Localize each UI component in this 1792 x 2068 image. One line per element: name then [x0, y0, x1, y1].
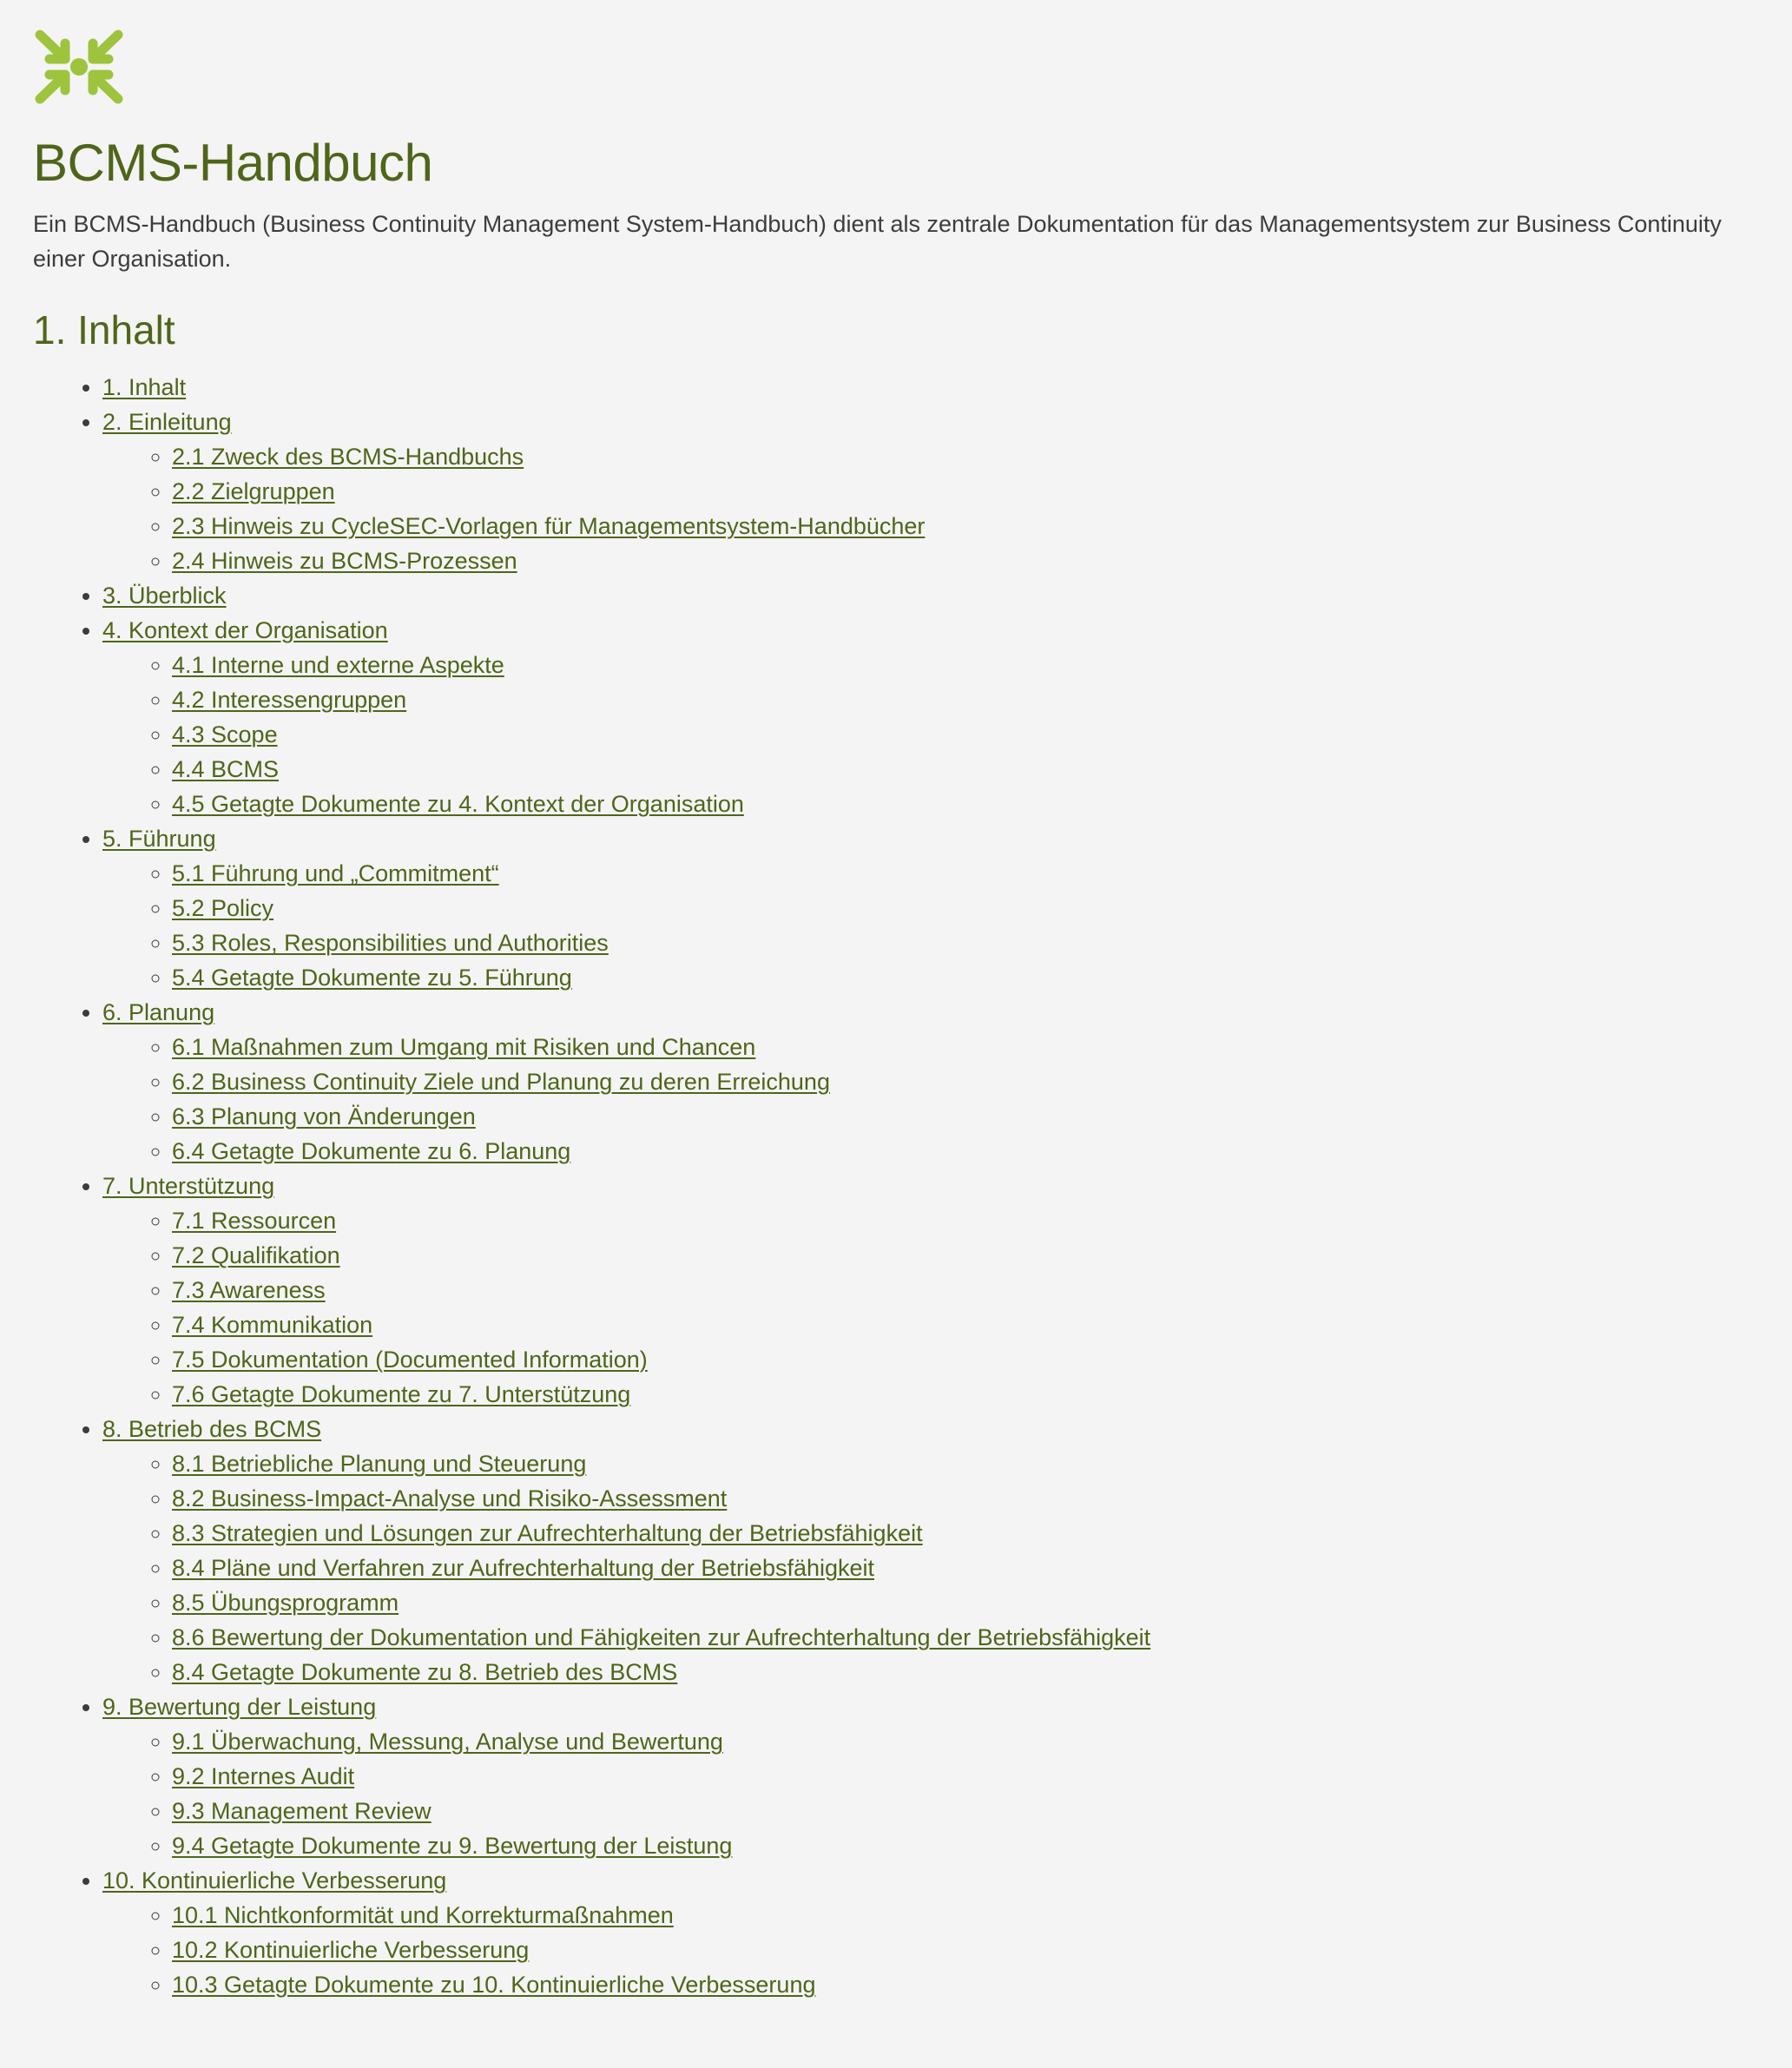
toc-link-2-1[interactable]: 2.1 Zweck des BCMS-Handbuchs [172, 444, 524, 470]
toc-subitem [172, 1828, 1759, 1863]
toc-item [102, 370, 1759, 405]
toc-heading: 1. Inhalt [33, 307, 175, 352]
toc-link-4[interactable]: 4. Kontext der Organisation [102, 617, 388, 643]
toc-subitem [172, 891, 1759, 925]
converge-arrows-icon [33, 30, 125, 104]
toc-link-4-1[interactable]: 4.1 Interne und externe Aspekte [172, 652, 504, 678]
toc-subitem [172, 509, 1759, 543]
toc-link-5-4[interactable]: 5.4 Getagte Dokumente zu 5. Führung [172, 965, 572, 991]
toc-link-4-3[interactable]: 4.3 Scope [172, 721, 278, 748]
toc-item [102, 821, 1759, 995]
toc-subitem [172, 960, 1759, 995]
toc-link-2-4[interactable]: 2.4 Hinweis zu BCMS-Prozessen [172, 548, 517, 574]
page-title: BCMS-Handbuch [33, 134, 433, 192]
toc-subitem [172, 543, 1759, 578]
toc-sublist [102, 1446, 1759, 1689]
toc-link-6-2[interactable]: 6.2 Business Continuity Ziele und Planung zu deren Erreichung [172, 1069, 830, 1095]
toc-item [102, 405, 1759, 578]
toc-link-4-4[interactable]: 4.4 BCMS [172, 756, 280, 782]
toc-sublist [102, 648, 1759, 821]
toc-item [102, 995, 1759, 1169]
toc-link-8-1[interactable]: 8.1 Betriebliche Planung und Steuerung [172, 1451, 587, 1477]
toc-link-8-6[interactable]: 8.6 Bewertung der Dokumentation und Fähigkeiten zur Aufrechterhaltung der Betriebsfähigkeit [172, 1624, 1151, 1650]
toc-link-10[interactable]: 10. Kontinuierliche Verbesserung [102, 1867, 447, 1893]
toc-subitem [172, 856, 1759, 891]
toc-sublist [102, 1030, 1759, 1169]
toc-subitem [172, 648, 1759, 682]
toc-item [102, 613, 1759, 821]
toc-link-7-1[interactable]: 7.1 Ressourcen [172, 1208, 337, 1234]
toc-subitem [172, 1655, 1759, 1689]
toc-subitem [172, 1030, 1759, 1064]
toc-subitem [172, 1273, 1759, 1307]
toc-subitem [172, 1898, 1759, 1933]
toc-subitem [172, 787, 1759, 821]
toc-link-10-1[interactable]: 10.1 Nichtkonformität und Korrekturmaßnahmen [172, 1902, 674, 1928]
toc-item [102, 1863, 1759, 2002]
toc-sublist [102, 439, 1759, 578]
toc-link-5-3[interactable]: 5.3 Roles, Responsibilities und Authorities [172, 930, 609, 956]
toc-subitem [172, 1724, 1759, 1759]
toc-link-7-4[interactable]: 7.4 Kommunikation [172, 1312, 373, 1338]
toc-subitem [172, 1307, 1759, 1342]
toc-link-8-4[interactable]: 8.4 Pläne und Verfahren zur Aufrechterhaltung der Betriebsfähigkeit [172, 1555, 875, 1581]
toc-link-9[interactable]: 9. Bewertung der Leistung [102, 1694, 377, 1720]
toc-subitem [172, 1377, 1759, 1412]
toc-link-6-1[interactable]: 6.1 Maßnahmen zum Umgang mit Risiken und Chancen [172, 1034, 756, 1060]
toc-link-10-3[interactable]: 10.3 Getagte Dokumente zu 10. Kontinuierliche Verbesserung [172, 1972, 816, 1998]
toc-subitem [172, 1446, 1759, 1481]
toc-item [102, 1412, 1759, 1689]
toc-link-8-3[interactable]: 8.3 Strategien und Lösungen zur Aufrechterhaltung der Betriebsfähigkeit [172, 1520, 923, 1546]
toc-subitem [172, 1238, 1759, 1273]
toc-link-4-2[interactable]: 4.2 Interessengruppen [172, 687, 407, 713]
toc-subitem [172, 925, 1759, 960]
toc-item [102, 1169, 1759, 1412]
toc-link-8-2[interactable]: 8.2 Business-Impact-Analyse und Risiko-Assessment [172, 1485, 728, 1511]
toc-link-1[interactable]: 1. Inhalt [102, 374, 187, 400]
toc-link-2-2[interactable]: 2.2 Zielgruppen [172, 478, 335, 504]
toc-link-9-2[interactable]: 9.2 Internes Audit [172, 1763, 355, 1789]
toc-subitem [172, 1342, 1759, 1377]
toc-subitem [172, 1585, 1759, 1620]
toc-link-5-1[interactable]: 5.1 Führung und „Commitment“ [172, 860, 499, 886]
toc-item [102, 1689, 1759, 1863]
toc-link-9-3[interactable]: 9.3 Management Review [172, 1798, 432, 1824]
toc-subitem [172, 1099, 1759, 1134]
toc-subitem [172, 1620, 1759, 1655]
toc-link-3[interactable]: 3. Überblick [102, 583, 227, 609]
toc-link-7-6[interactable]: 7.6 Getagte Dokumente zu 7. Unterstützung [172, 1381, 631, 1407]
toc-subitem [172, 474, 1759, 509]
toc-link-7-3[interactable]: 7.3 Awareness [172, 1277, 326, 1303]
toc-subitem [172, 1759, 1759, 1794]
toc-link-7[interactable]: 7. Unterstützung [102, 1173, 275, 1199]
toc-link-6-3[interactable]: 6.3 Planung von Änderungen [172, 1103, 476, 1129]
toc-sublist [102, 1724, 1759, 1863]
toc-subitem [172, 1064, 1759, 1099]
toc-link-10-2[interactable]: 10.2 Kontinuierliche Verbesserung [172, 1937, 530, 1963]
toc-link-7-2[interactable]: 7.2 Qualifikation [172, 1242, 340, 1268]
toc-subitem [172, 1794, 1759, 1828]
toc-link-2[interactable]: 2. Einleitung [102, 409, 232, 435]
toc-link-8[interactable]: 8. Betrieb des BCMS [102, 1416, 322, 1442]
toc-link-4-5[interactable]: 4.5 Getagte Dokumente zu 4. Kontext der Organisation [172, 791, 744, 817]
toc-link-9-4[interactable]: 9.4 Getagte Dokumente zu 9. Bewertung der Leistung [172, 1833, 733, 1859]
toc-link-6-4[interactable]: 6.4 Getagte Dokumente zu 6. Planung [172, 1138, 571, 1164]
toc-link-7-5[interactable]: 7.5 Dokumentation (Documented Information) [172, 1347, 648, 1373]
toc-subitem [172, 752, 1759, 787]
toc-link-2-3[interactable]: 2.3 Hinweis zu CycleSEC-Vorlagen für Managementsystem-Handbücher [172, 513, 926, 539]
toc-subitem [172, 1516, 1759, 1551]
toc-link-5-2[interactable]: 5.2 Policy [172, 895, 274, 921]
toc-sublist [102, 1203, 1759, 1412]
toc-link-6[interactable]: 6. Planung [102, 999, 215, 1025]
toc-subitem [172, 1203, 1759, 1238]
toc-sublist [102, 1898, 1759, 2002]
toc-link-9-1[interactable]: 9.1 Überwachung, Messung, Analyse und Bewertung [172, 1729, 723, 1755]
intro-paragraph: Ein BCMS-Handbuch (Business Continuity Management System-Handbuch) dient als zentrale Dokumentation für das Managementsystem zur Business Continuity einer Organisation. [33, 211, 1722, 272]
toc-subitem [172, 1967, 1759, 2002]
toc-subitem [172, 682, 1759, 717]
table-of-contents [33, 370, 1759, 2002]
toc-subitem [172, 1551, 1759, 1585]
toc-subitem [172, 1933, 1759, 1967]
toc-link-8-5[interactable]: 8.5 Übungsprogramm [172, 1590, 399, 1616]
toc-subitem [172, 439, 1759, 474]
toc-item [102, 578, 1759, 613]
toc-sublist [102, 856, 1759, 995]
toc-subitem [172, 717, 1759, 752]
toc-link-5[interactable]: 5. Führung [102, 826, 216, 852]
toc-subitem [172, 1481, 1759, 1516]
toc-subitem [172, 1134, 1759, 1169]
toc-link-8-7[interactable]: 8.4 Getagte Dokumente zu 8. Betrieb des BCMS [172, 1659, 678, 1685]
